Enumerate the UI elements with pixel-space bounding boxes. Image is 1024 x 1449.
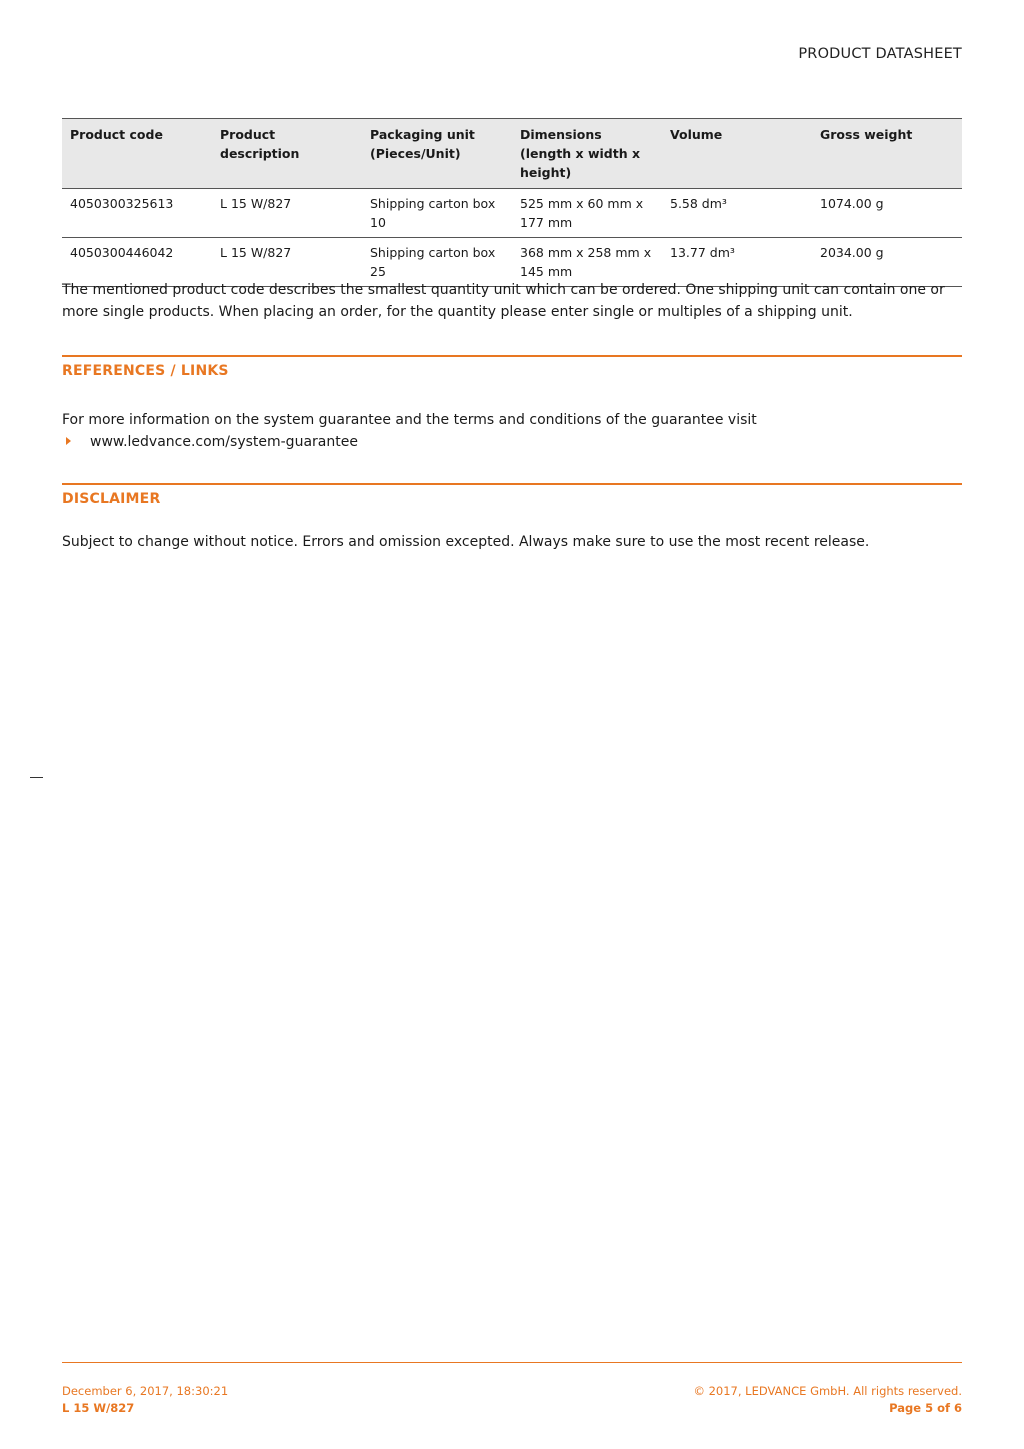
product-code-cell: 4050300446042 xyxy=(62,238,212,287)
column-header: Volume xyxy=(662,119,812,189)
volume-cell: 13.77 dm³ xyxy=(662,238,812,287)
footer-divider xyxy=(62,1362,962,1363)
table-row xyxy=(62,189,962,238)
column-header: Product code xyxy=(62,119,212,189)
references-text: For more information on the system guarantee and the terms and conditions of the guarantee visit xyxy=(62,412,757,428)
product-code-cell: 4050300325613 xyxy=(62,189,212,238)
volume-cell: 5.58 dm³ xyxy=(662,189,812,238)
section-divider xyxy=(62,355,962,357)
footer-left xyxy=(62,1383,228,1417)
footer-product-name: L 15 W/827 xyxy=(62,1401,135,1415)
triangle-bullet-icon xyxy=(66,437,71,445)
section-divider xyxy=(62,483,962,485)
column-header: Packaging unit (Pieces/Unit) xyxy=(362,119,512,189)
footer-date: December 6, 2017, 18:30:21 xyxy=(62,1384,229,1398)
footer-right xyxy=(693,1383,962,1417)
product-description-cell: L 15 W/827 xyxy=(212,189,362,238)
dimensions-cell: 525 mm x 60 mm x 177 mm xyxy=(512,189,662,238)
disclaimer-section-title: DISCLAIMER xyxy=(62,491,161,507)
ordering-note: The mentioned product code describes the smallest quantity unit which can be ordered. One shipping unit can contain one or more single products. When placing an order, for the quantity please enter single or multiples of a shipping unit. xyxy=(62,282,945,320)
document-header-title: PRODUCT DATASHEET xyxy=(798,46,962,62)
product-description-cell: L 15 W/827 xyxy=(212,238,362,287)
packaging-table xyxy=(62,118,962,287)
references-section-title: REFERENCES / LINKS xyxy=(62,363,229,379)
system-guarantee-link[interactable]: www.ledvance.com/system-guarantee xyxy=(90,434,358,450)
column-header: Product description xyxy=(212,119,362,189)
gross-weight-cell: 2034.00 g xyxy=(812,238,962,287)
column-header: Dimensions (length x width x height) xyxy=(512,119,662,189)
column-header: Gross weight xyxy=(812,119,962,189)
dimensions-cell: 368 mm x 258 mm x 145 mm xyxy=(512,238,662,287)
footer-page-number: Page 5 of 6 xyxy=(889,1401,962,1415)
table-header-row xyxy=(62,119,962,189)
footer-copyright: © 2017, LEDVANCE GmbH. All rights reserved. xyxy=(693,1384,962,1398)
packaging-unit-cell: Shipping carton box 10 xyxy=(362,189,512,238)
packaging-unit-cell: Shipping carton box 25 xyxy=(362,238,512,287)
disclaimer-text: Subject to change without notice. Errors and omission excepted. Always make sure to use the most recent release. xyxy=(62,534,870,550)
references-link-item[interactable] xyxy=(62,432,358,453)
gross-weight-cell: 1074.00 g xyxy=(812,189,962,238)
margin-mark xyxy=(30,777,43,778)
